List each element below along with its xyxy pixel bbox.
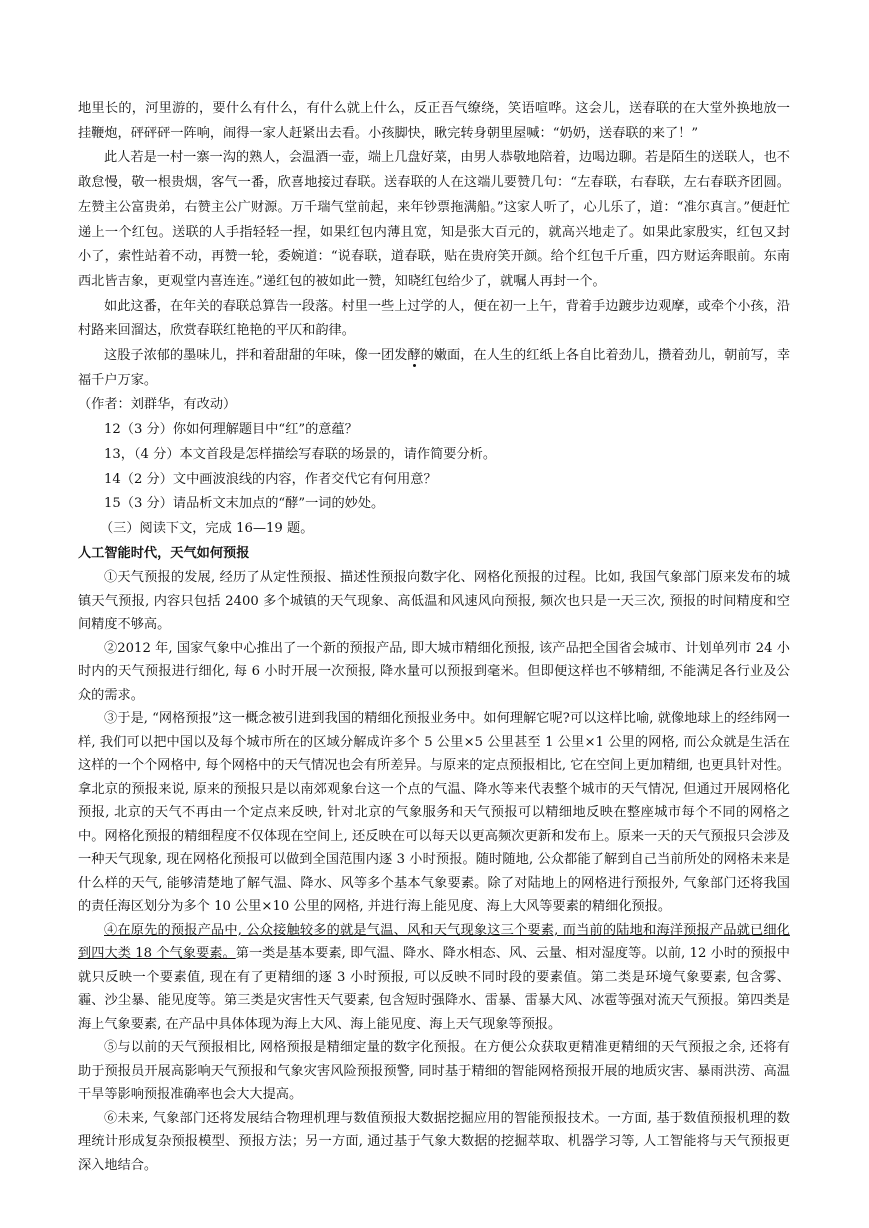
story-paragraph-4 bbox=[78, 344, 790, 393]
question-13: 13，（4 分）本文首段是怎样描绘写春联的场景的，请作简要分析。 bbox=[104, 446, 497, 462]
story-p4-text-before: 这股子浓郁的墨味儿，拌和着甜甜的年味，像一团发 bbox=[104, 348, 408, 364]
question-15: 15（3 分）请品析文末加点的“酵”一词的妙处。 bbox=[104, 496, 385, 512]
article-paragraph-6: ⑥未来, 气象部门还将发展结合物理机理与数值预报大数据挖掘应用的智能预报技术。一方面, 基于数值预报机理的数理统计形成复杂预报模型、预报方法；另一方面, 通过基于气象大数据的挖掘萃取、机器学习等, 人工智能将与天气预报更深入地结合。 bbox=[78, 1110, 790, 1173]
author-line: （作者：刘群华，有改动） bbox=[78, 397, 237, 413]
article-paragraph-3: ③于是, “网格预报”这一概念被引进到我国的精细化预报业务中。如何理解它呢?可以这样比喻, 就像地球上的经纬网一样, 我们可以把中国以及每个城市所在的区域分解成许多个 5 公里×5 公里甚至 1 公里×1 公里的网格, 而公众就是生活在这样的一个个网格中, 每个网格中的天气情况也会有所差异。与原来的定点预报相比, 它在空间上更加精细, 也更具针对性。拿北京的预报来说, 原来的预报只是以南郊观象台这一个点的气温、降水等来代表整个城市的天气情况, 但通过开展网格化预报, 北京的天气不再由一个定点来反映, 针对北京的气象服务和天气预报可以精细地反映在整座城市每个不同的网格之中。网格化预报的精细程度不仅体现在空间上, 还反映在可以每天以更高频次更新和发布上。原来一天的天气预报只会涉及一种天气现象, 现在网格化预报可以做到全国范围内逐 3 小时预报。随时随地, 公众都能了解到自己当前所处的网格未来是什么样的天气, 能够清楚地了解气温、降水、风等多个基本气象要素。除了对陆地上的网格进行预报外, 气象部门还将我国的责任海区划分为多个 10 公里×10 公里的网格, 并进行海上能见度、海上大风等要素的精细化预报。 bbox=[78, 711, 790, 915]
exam-page bbox=[78, 97, 790, 1177]
article-paragraph-2: ②2012 年, 国家气象中心推出了一个新的预报产品, 即大城市精细化预报, 该产品把全国省会城市、计划单列市 24 小时内的天气预报进行细化, 每 6 小时开展一次预报, 降水量可以预报到毫米。但即便这样也不够精细, 不能满足各行业及公众的需求。 bbox=[78, 640, 790, 703]
story-p4-text-after: 的嫩面，在人生的红纸上各自比着劲儿，攒着劲儿，朝前写，幸福千户万家。 bbox=[78, 348, 791, 388]
underlined-sentence: ④在原先的预报产品中, 公众接触较多的就是气温、风和天气现象这三个要素, 而当前的陆地和海洋预报产品就已细化到四大类 18 个气象要素。 bbox=[78, 922, 790, 962]
article-paragraph-4 bbox=[78, 919, 790, 1037]
story-paragraph-2: 此人若是一村一寨一沟的熟人，会温酒一壶，端上几盘好菜，由男人恭敬地陪着，边喝边聊。若是陌生的送联人，也不敢怠慢，敬一根贵烟，客气一番，欣喜地接过春联。送春联的人在这端儿要赞几句：“左春联，右春联，左右春联齐团圆。左赞主公富贵弟，右赞主公广财源。万千瑞气堂前起，来年钞票拖满船。”这家人听了，心儿乐了，道：“准尔真言。”便赶忙递上一个红包。送联的人手指轻轻一捏，如果红包内薄且宽，知是张大百元的，就高兴地走了。如果此家殷实，红包又封小了，索性站着不动，再赞一轮，委婉道：“说春联，道春联，贴在贵府笑开颜。给个红包千斤重，四方财运奔眼前。东南西北皆吉象，更观堂内喜连连。”递红包的被如此一赞，知晓红包给少了，就嘱人再封一个。 bbox=[78, 150, 790, 289]
article-body bbox=[78, 566, 790, 1177]
story-paragraph-3: 如此这番，在年关的春联总算告一段落。村里一些上过学的人，便在初一上午，背着手边踱步边观摩，或牵个小孩，沿村路来回溜达，欣赏春联红艳艳的平仄和韵律。 bbox=[78, 298, 790, 339]
article-paragraph-5: ⑤与以前的天气预报相比, 网格预报是精细定量的数字化预报。在方便公众获取更精准更精细的天气预报之余, 还将有助于预报员开展高影响天气预报和气象灾害风险预报预警, 同时基于精细的智能网格预报开展的地质灾害、暴雨洪涝、高温干旱等影响预报准确率也会大大提高。 bbox=[78, 1040, 790, 1103]
article-paragraph-1: ①天气预报的发展, 经历了从定性预报、描述性预报向数字化、网格化预报的过程。比如, 我国气象部门原来发布的城镇天气预报, 内容只包括 2400 多个城镇的天气现象、高低温和风速风向预报, 频次也只是一天三次, 预报的时间精度和空间精度不够高。 bbox=[78, 570, 790, 633]
story-paragraph-1: 地里长的，河里游的，要什么有什么，有什么就上什么，反正吾气缭绕，笑语喧哗。这会儿，送春联的在大堂外换地放一挂鞭炮，砰砰砰一阵响，闹得一家人赶紧出去看。小孩脚快，瞅完转身朝里屋喊：“奶奶，送春联的来了！” bbox=[78, 101, 790, 141]
question-14: 14（2 分）文中画波浪线的内容，作者交代它有何用意？ bbox=[104, 471, 437, 487]
question-12: 12（3 分）你如何理解题目中“红”的意蕴？ bbox=[104, 422, 358, 438]
dotted-character: 酵 bbox=[407, 348, 421, 364]
section-heading: （三）阅读下文，完成 16—19 题。 bbox=[100, 520, 314, 536]
article-title: 人工智能时代，天气如何预报 bbox=[78, 545, 250, 561]
article-p4-rest: 第一类是基本要素, 即气温、降水、降水相态、风、云量、相对湿度等。以前, 12 小时的预报中就只反映一个要素值, 现在有了更精细的逐 3 小时预报, 可以反映不同时段的要素值。第二类是环境气象要素, 包含雾、霾、沙尘暴、能见度等。第三类是灾害性天气要素, 包含短时强降水、雷暴、雷暴大风、冰雹等强对流天气预报。第四类是海上气象要素, 在产品中具体体现为海上大风、海上能见度、海上天气现象等预报。 bbox=[78, 946, 790, 1032]
